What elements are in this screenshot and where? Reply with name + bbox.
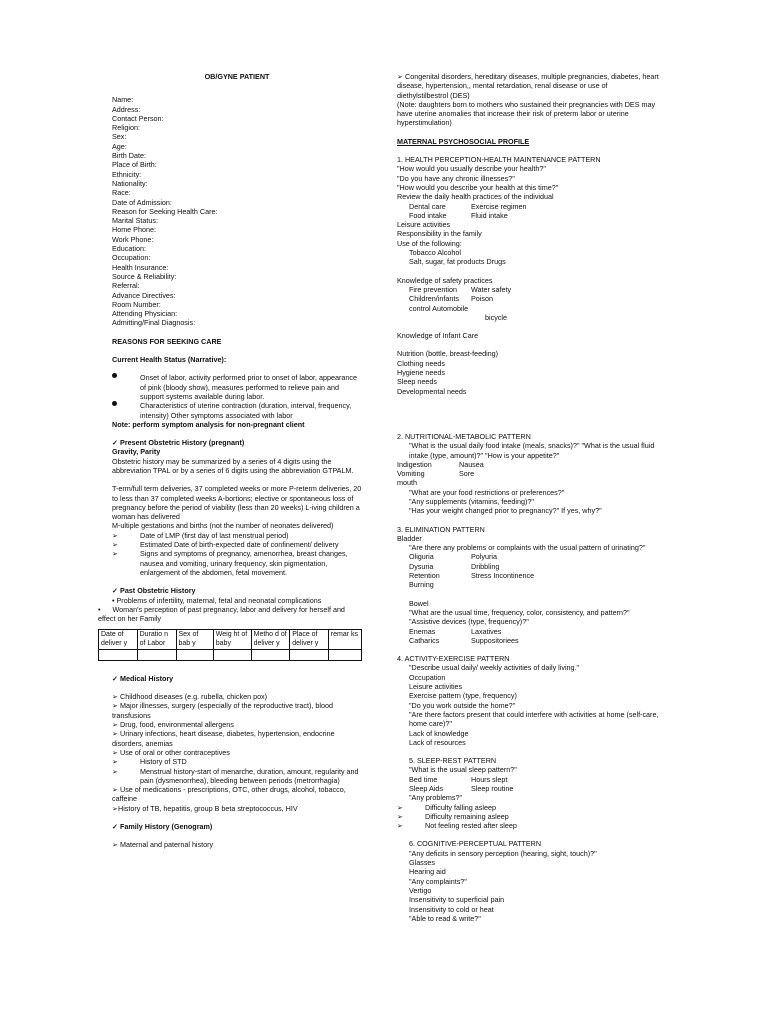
pattern4-heading: 4. ACTIVITY-EXERCISE PATTERN bbox=[397, 654, 510, 664]
sleep-item bbox=[409, 784, 659, 793]
bullet-onset-text: Onset of labor, activity performed prior to onset of labor, appearance of pink (bloody show), measures performed to relieve pain and support systems available during labor. bbox=[140, 373, 357, 401]
practice-a: Dental care bbox=[409, 201, 446, 211]
bladder-symptom-a: Dysuria bbox=[409, 561, 434, 571]
cognitive-item: "Any deficits in sensory perception (hearing, sight, touch)?" bbox=[409, 848, 597, 858]
sleep-item-a: Sleep Aids bbox=[409, 784, 443, 793]
activity-list bbox=[397, 663, 659, 747]
bowel-symptom-b: Laxatives bbox=[471, 626, 502, 636]
bladder-question: "Are there any problems or complaints with the usual pattern of urinating?" bbox=[409, 543, 646, 553]
nutrition-symptom-a: Vomiting bbox=[397, 469, 425, 479]
pattern1-line: "How would you describe your health at this time?" bbox=[397, 182, 559, 192]
substance-line: Tobacco Alcohol bbox=[409, 248, 461, 258]
bullet-onset bbox=[112, 373, 362, 401]
past-ob-line2-text: Woman's perception of past pregnancy, labor and delivery for herself and effect on her Family bbox=[98, 604, 345, 624]
nutrition-question: "What are your food restrictions or preferences?" bbox=[409, 487, 565, 497]
table-cell bbox=[137, 649, 176, 660]
patient-field: Ethnicity: bbox=[112, 169, 142, 179]
pattern2-symptoms bbox=[397, 460, 659, 479]
nutrition-symptom bbox=[397, 469, 659, 478]
patient-field: Advance Directives: bbox=[112, 290, 176, 300]
patient-field: Occupation: bbox=[112, 253, 151, 263]
table-header-cell: Place of deliver y bbox=[290, 630, 329, 649]
bladder-symptom bbox=[409, 571, 659, 580]
infant-care-item: Developmental needs bbox=[397, 386, 467, 396]
pattern1-use bbox=[397, 248, 659, 267]
infant-care-item: Clothing needs bbox=[397, 358, 445, 368]
safety-item bbox=[409, 294, 659, 303]
practice-b: Exercise regimen bbox=[471, 201, 527, 211]
medical-sublist bbox=[112, 757, 362, 785]
table-header-cell: Metho d of deliver y bbox=[251, 630, 290, 649]
document-title: OB/GYNE PATIENT bbox=[204, 72, 270, 81]
safety-item bbox=[409, 285, 659, 294]
pattern1-line: Use of the following: bbox=[397, 238, 462, 248]
patient-field: Marital Status: bbox=[112, 216, 158, 226]
arrow-icon: ➢ bbox=[112, 540, 119, 550]
activity-item: Lack of knowledge bbox=[409, 728, 469, 738]
pattern2-questions bbox=[397, 488, 659, 516]
pattern2-mouth: mouth bbox=[397, 478, 417, 488]
bladder-symptom-a: Retention bbox=[409, 571, 440, 581]
cognitive-item: "Able to read & write?" bbox=[409, 913, 481, 923]
arrow-icon: ➢ bbox=[112, 530, 119, 540]
activity-item: "Are there factors present that could interfere with activities at home (self-care, home care)?" bbox=[409, 709, 659, 729]
sleep-problem bbox=[397, 812, 659, 821]
practice bbox=[409, 211, 659, 220]
pattern1-line: Review the daily health practices of the individual bbox=[397, 192, 554, 202]
bullet-contraction-text: Characteristics of uterine contraction (duration, interval, frequency, intensity) Other symptoms associated with labor bbox=[140, 401, 352, 420]
nutrition-symptom-b: Sore bbox=[459, 469, 475, 479]
patient-field: Religion: bbox=[112, 123, 140, 133]
practice bbox=[409, 202, 659, 211]
table-header-cell: Sex of bab y bbox=[176, 630, 213, 649]
patient-field: Home Phone: bbox=[112, 225, 156, 235]
patient-field: Referral: bbox=[112, 281, 140, 291]
pattern1-practices bbox=[397, 202, 659, 221]
pregnancy-item-text: Signs and symptoms of pregnancy, amenorrhea, breast changes, nausea and vomiting, urinary frequency, skin pigmentation, enlargement of the abdomen, fetal movement. bbox=[140, 549, 348, 577]
medical-item: ➢ Drug, food, environmental allergens bbox=[112, 720, 234, 730]
burning: Burning bbox=[409, 580, 434, 590]
pattern1-lines bbox=[397, 220, 659, 248]
safety-control: control Automobile bbox=[409, 303, 469, 313]
practice-b: Fluid intake bbox=[471, 210, 508, 220]
des-note: (Note: daughters born to mothers who sustained their pregnancies with DES may have uterine anomalies that increase their risk of preterm labor or uterine hyperstimulation) bbox=[397, 99, 656, 128]
bullet-icon bbox=[112, 373, 117, 378]
substance-line: Salt, sugar, fat products Drugs bbox=[409, 257, 506, 267]
bladder-symptom bbox=[409, 562, 659, 571]
past-ob-line1: • Problems of infertility, maternal, fetal and neonatal complications bbox=[112, 595, 322, 605]
table-cell bbox=[213, 649, 251, 660]
bowel-symptom bbox=[409, 636, 659, 645]
left-column bbox=[98, 72, 362, 850]
bladder-symptom bbox=[409, 552, 659, 561]
infant-care-item: Sleep needs bbox=[397, 377, 437, 387]
bowel-symptom-b: Suppositoriees bbox=[471, 635, 519, 645]
safety-item-a: Children/infants bbox=[409, 294, 459, 304]
cognitive-item: Insensitivity to superficial pain bbox=[409, 895, 505, 905]
patient-field: Address: bbox=[112, 104, 141, 114]
cognitive-item: "Any complaints?" bbox=[409, 876, 467, 886]
pattern2-heading: 2. NUTRITIONAL-METABOLIC PATTERN bbox=[397, 431, 531, 441]
arrow-icon: ➢ bbox=[397, 811, 404, 821]
bowel-symptoms bbox=[397, 627, 659, 646]
family-heading: ✓ Family History (Genogram) bbox=[112, 822, 213, 831]
sleep-item-b: Sleep routine bbox=[471, 784, 514, 793]
medical-subitem bbox=[112, 767, 362, 786]
table-header-cell: remar ks bbox=[328, 630, 361, 649]
delivery-history-table bbox=[98, 629, 362, 660]
medical-heading: ✓ Medical History bbox=[112, 673, 174, 683]
cognitive-list bbox=[397, 849, 659, 923]
infant-care-item: Hygiene needs bbox=[397, 368, 445, 378]
safety-heading: Knowledge of safety practices bbox=[397, 275, 493, 285]
sleep-item-b: Hours slept bbox=[471, 774, 508, 784]
reasons-heading: REASONS FOR SEEKING CARE bbox=[112, 336, 222, 346]
sleep-problem-list bbox=[397, 803, 659, 831]
arrow-icon: ➢ bbox=[397, 802, 404, 812]
table-cell bbox=[251, 649, 290, 660]
obstetric-summary: Obstetric history may be summarized by a series of 4 digits using the abbreviation TPAL or by a series of 6 digits using the abbreviation GTPALM. bbox=[112, 456, 354, 475]
sleep-problem bbox=[397, 821, 659, 830]
nutrition-question: "Any supplements (vitamins, feeding)?" bbox=[409, 496, 534, 506]
family-item: ➢ Maternal and paternal history bbox=[112, 840, 214, 850]
sleep-problem-text: Not feeling rested after sleep bbox=[425, 821, 517, 831]
nutrition-question: "Has your weight changed prior to pregnancy?" If yes, why?" bbox=[409, 506, 602, 516]
patient-field: Birth Date: bbox=[112, 151, 146, 161]
bullet-icon: • bbox=[98, 604, 113, 614]
medical-subitem-text: History of STD bbox=[140, 757, 187, 767]
safety-item-b: Poison bbox=[471, 294, 493, 304]
practice-a: Food intake bbox=[409, 210, 447, 220]
pregnancy-item bbox=[112, 531, 362, 540]
psychosocial-heading: MATERNAL PSYCHOSOCIAL PROFILE bbox=[397, 136, 530, 146]
pregnancy-item bbox=[112, 540, 362, 549]
sleep-list bbox=[397, 775, 659, 794]
bladder-label: Bladder bbox=[397, 533, 422, 543]
nutrition-symptom-a: Indigestion bbox=[397, 459, 432, 469]
pattern6-heading: 6. COGNITIVE-PERCEPTUAL PATTERN bbox=[409, 839, 542, 849]
bowel-symptom-a: Catharics bbox=[409, 635, 440, 645]
cognitive-item: Hearing aid bbox=[409, 867, 446, 877]
bullet-icon bbox=[112, 401, 117, 406]
safety-list bbox=[397, 285, 659, 304]
bowel-symptom-a: Enemas bbox=[409, 626, 436, 636]
arrow-icon: ➢ bbox=[112, 549, 119, 559]
activity-item: Occupation bbox=[409, 672, 446, 682]
past-ob-heading: ✓ Past Obstetric History bbox=[112, 586, 196, 596]
safety-bicycle: bicycle bbox=[485, 312, 507, 322]
patient-field: Reason for Seeking Health Care: bbox=[112, 206, 218, 216]
bowel-label: Bowel bbox=[409, 598, 429, 608]
sleep-problem-text: Difficulty falling asleep bbox=[425, 802, 496, 812]
medical-list bbox=[112, 692, 362, 757]
activity-item: "Do you work outside the home?" bbox=[409, 700, 516, 710]
pattern1-questions bbox=[397, 164, 659, 201]
patient-field: Place of Birth: bbox=[112, 160, 157, 170]
bladder-symptom-b: Polyuria bbox=[471, 552, 497, 562]
infant-care-item: Nutrition (bottle, breast-feeding) bbox=[397, 349, 499, 359]
arrow-icon: ➢ bbox=[397, 821, 404, 831]
patient-field: Education: bbox=[112, 244, 146, 254]
medical-item: ➢ Urinary infections, heart disease, diabetes, hypertension, endocrine disorders, anemias bbox=[112, 729, 335, 748]
table-header-cell: Duratio n of Labor bbox=[137, 630, 176, 649]
pattern1-line: "Do you have any chronic illnesses?" bbox=[397, 173, 515, 183]
sleep-item-a: Bed time bbox=[409, 774, 438, 784]
pregnancy-item-text: Date of LMP (first day of last menstrual period) bbox=[140, 530, 289, 540]
gravity-parity: Gravity, Parity bbox=[112, 447, 161, 457]
m-text: M-ultiple gestations and births (not the number of neonates delivered) bbox=[112, 521, 334, 531]
pregnancy-item bbox=[112, 549, 362, 577]
table-header-cell: Weig ht of baby bbox=[213, 630, 251, 649]
pattern1-line: "How would you usually describe your health?" bbox=[397, 164, 546, 174]
medical-item: ➢ Use of medications - prescriptions, OTC, other drugs, alcohol, tobacco, caffeine bbox=[112, 785, 346, 804]
pattern1-line: Leisure activities bbox=[397, 220, 451, 230]
medical-item: ➢ Major illnesses, surgery (especially of the reproductive tract), blood transfusions bbox=[112, 701, 333, 720]
present-ob-heading: ✓ Present Obstetric History (pregnant) bbox=[112, 438, 245, 448]
bowel-symptom bbox=[409, 627, 659, 636]
patient-field: Room Number: bbox=[112, 299, 161, 309]
patient-field: Source & Reliability: bbox=[112, 271, 177, 281]
medical-subitem-text: Menstrual history-start of menarche, duration, amount, regularity and pain (dysmenorrhea), bleeding between periods (metrorrhagia) bbox=[140, 766, 359, 785]
table-header-cell: Date of deliver y bbox=[99, 630, 138, 649]
pattern2-question: "What is the usual daily food intake (meals, snacks)?" "What is the usual fluid intake (type, amount)?" "How is your appetite?" bbox=[409, 441, 655, 460]
pattern5-heading: 5. SLEEP-REST PATTERN bbox=[409, 756, 497, 766]
sleep-item bbox=[409, 775, 659, 784]
pattern1-line: Responsibility in the family bbox=[397, 229, 482, 239]
patient-field: Age: bbox=[112, 141, 127, 151]
patient-field: Name: bbox=[112, 95, 134, 105]
safety-item-b: Water safety bbox=[471, 284, 512, 294]
assistive-devices: "Assistive devices (type, frequency)?" bbox=[409, 617, 529, 627]
arrow-icon: ➢ bbox=[112, 757, 119, 767]
patient-field: Race: bbox=[112, 188, 131, 198]
activity-item: Exercise pattern (type, frequency) bbox=[409, 691, 517, 701]
cognitive-item: Vertigo bbox=[409, 885, 432, 895]
table-header-row bbox=[99, 630, 362, 649]
nutrition-symptom bbox=[397, 460, 659, 469]
sleep-question: "What is the usual sleep pattern?" bbox=[409, 765, 517, 775]
table-row bbox=[99, 649, 362, 660]
congenital-intro: ➢ Congenital disorders, hereditary diseases, multiple pregnancies, diabetes, heart disease, hypertension,, mental retardation, renal disease or use of diethylstilbestrol (DES) bbox=[397, 72, 659, 100]
patient-field: Work Phone: bbox=[112, 234, 154, 244]
patient-field: Contact Person: bbox=[112, 113, 164, 123]
current-status-heading: Current Health Status (Narrative): bbox=[112, 355, 227, 365]
medical-item: ➢ Use of oral or other contraceptives bbox=[112, 747, 230, 757]
tpal-text: T-erm/full term deliveries, 37 completed weeks or more P-reterm deliveries, 20 to less than 37 completed weeks A-bortions; elective or spontaneous loss of pregnancy before the period of viability (less than 20 weeks) L-iving children a woman has delivered bbox=[112, 484, 362, 522]
patient-fields bbox=[112, 95, 362, 327]
table-cell bbox=[290, 649, 329, 660]
bladder-symptom-a: Oliguria bbox=[409, 552, 434, 562]
pattern3-heading: 3. ELIMINATION PATTERN bbox=[397, 524, 485, 534]
medical-subitem bbox=[112, 757, 362, 766]
pregnancy-arrow-list bbox=[112, 531, 362, 577]
medical-list-2 bbox=[112, 785, 362, 813]
cognitive-item: Insensitivity to cold or heat bbox=[409, 904, 494, 914]
sleep-problem-text: Difficulty remaining asleep bbox=[425, 811, 509, 821]
arrow-icon: ➢ bbox=[112, 766, 119, 776]
patient-field: Health Insurance: bbox=[112, 262, 169, 272]
patient-field: Admitting/Final Diagnosis: bbox=[112, 318, 196, 328]
patient-field: Nationality: bbox=[112, 178, 148, 188]
bladder-symptom-b: Dribbling bbox=[471, 561, 500, 571]
cognitive-item: Glasses bbox=[409, 858, 435, 868]
medical-item: ➢ Childhood diseases (e.g. rubella, chicken pox) bbox=[112, 692, 268, 702]
note: Note: perform symptom analysis for non-pregnant client bbox=[112, 419, 305, 429]
infant-heading: Knowledge of Infant Care bbox=[397, 331, 479, 341]
bowel-question: "What are the usual time, frequency, color, consistency, and pattern?" bbox=[409, 607, 630, 617]
right-column bbox=[397, 72, 659, 923]
table-cell bbox=[328, 649, 361, 660]
patient-field: Sex: bbox=[112, 132, 127, 142]
bladder-symptom-b: Stress Incontinence bbox=[471, 571, 535, 581]
patient-field: Date of Admission: bbox=[112, 197, 172, 207]
past-ob-line2 bbox=[98, 605, 362, 624]
pattern1-heading: 1. HEALTH PERCEPTION-HEALTH MAINTENANCE PATTERN bbox=[397, 155, 601, 165]
sleep-problem bbox=[397, 803, 659, 812]
activity-item: Lack of resources bbox=[409, 737, 466, 747]
patient-field: Attending Physician: bbox=[112, 309, 178, 319]
table-cell bbox=[99, 649, 138, 660]
sleep-problems: "Any problems?" bbox=[409, 793, 463, 803]
bullet-contraction bbox=[112, 401, 362, 420]
safety-item-a: Fire prevention bbox=[409, 284, 457, 294]
activity-item: Leisure activities bbox=[409, 682, 463, 692]
pregnancy-item-text: Estimated Date of birth-expected date of confinement/ delivery bbox=[140, 540, 339, 550]
table-cell bbox=[176, 649, 213, 660]
bladder-symptoms bbox=[397, 552, 659, 580]
medical-item: ➢History of TB, hepatitis, group B beta streptococcus, HIV bbox=[112, 803, 298, 813]
activity-item: "Describe usual daily/ weekly activities of daily living." bbox=[409, 663, 580, 673]
infant-care-list bbox=[397, 349, 659, 395]
nutrition-symptom-b: Nausea bbox=[459, 459, 484, 469]
